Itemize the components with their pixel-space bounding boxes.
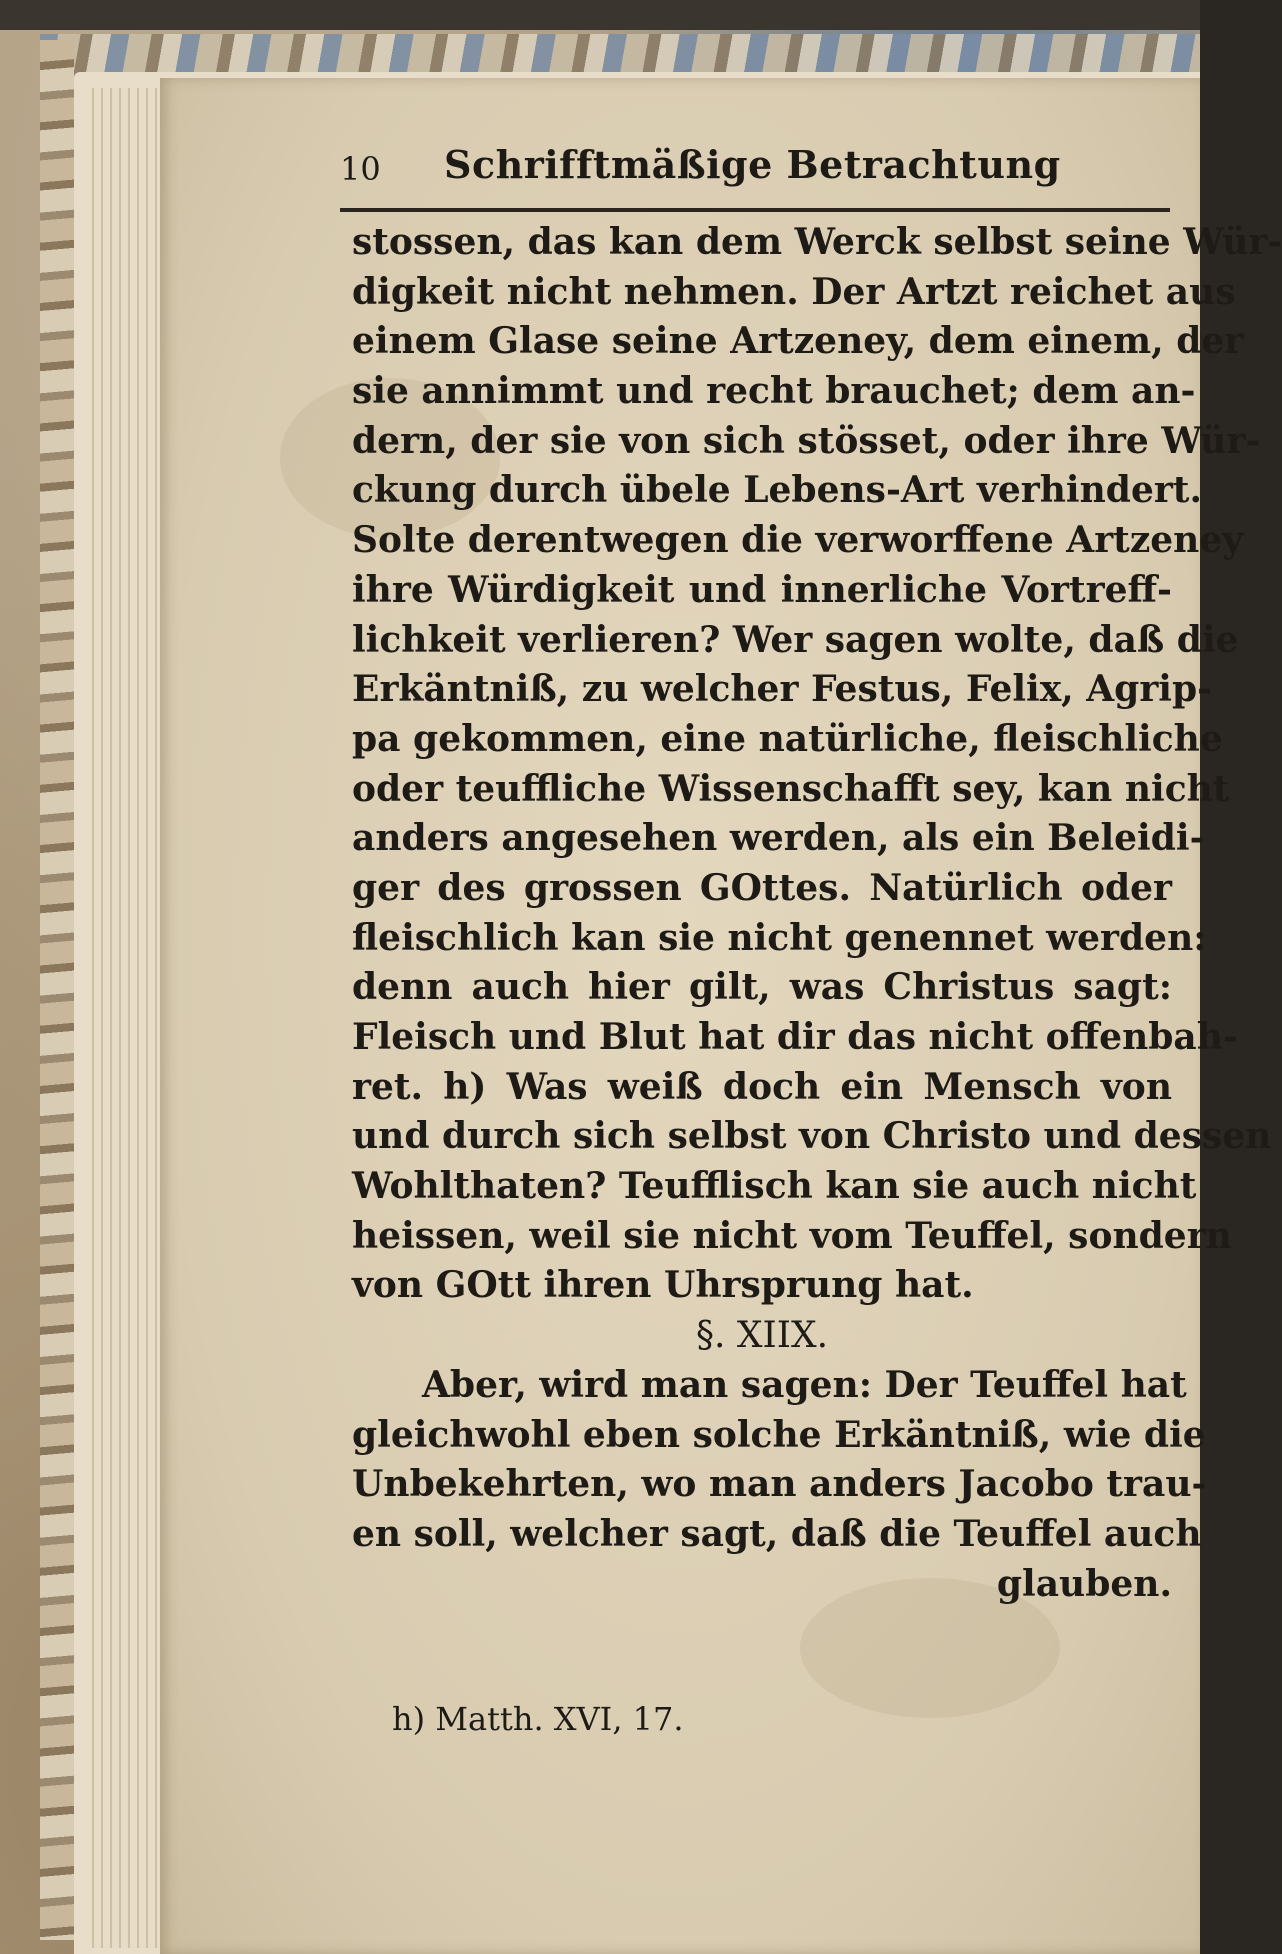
cover-edge-left — [40, 40, 74, 1940]
text-body — [352, 218, 1282, 1609]
page-header — [340, 142, 1170, 202]
text-line: Fleisch und Blut hat dir das nicht offenbah- — [352, 1016, 1238, 1058]
text-line: dern, der sie von sich stösset, oder ihre Wür- — [352, 419, 1261, 462]
text-line: en soll, welcher sagt, daß die Teuffel auch — [352, 1512, 1202, 1555]
text-line: ret. h) Was weiß doch ein Mensch von — [352, 1065, 1172, 1108]
page-number: 10 — [340, 150, 381, 188]
text-line: Unbekehrten, wo man anders Jacobo trau- — [352, 1463, 1207, 1506]
header-rule — [340, 208, 1170, 212]
text-line: Solte derentwegen die verworffene Artzeney — [352, 519, 1244, 562]
text-line: einem Glase seine Artzeney, dem einem, der — [352, 320, 1244, 363]
text-line: oder teuffliche Wissenschafft sey, kan nicht — [352, 767, 1230, 810]
catchword: glauben. — [996, 1562, 1172, 1605]
text-line: lichkeit verlieren? Wer sagen wolte, daß die — [352, 618, 1239, 661]
section-heading: §. XIIX. — [695, 1315, 829, 1357]
text-line: Erkäntniß, zu welcher Festus, Felix, Agrip- — [352, 668, 1213, 711]
text-line: anders angesehen werden, als ein Beleidi- — [352, 817, 1205, 860]
text-line: denn auch hier gilt, was Christus sagt: — [352, 966, 1172, 1009]
text-line: fleischlich kan sie nicht genennet werden: — [352, 916, 1207, 959]
text-line: ihre Würdigkeit und innerliche Vortreff- — [352, 568, 1172, 611]
text-line: pa gekommen, eine natürliche, fleischliche — [352, 717, 1223, 760]
running-title: Schrifftmäßige Betrachtung — [444, 142, 1061, 187]
text-line: ger des grossen GOttes. Natürlich oder — [352, 866, 1172, 909]
text-line: digkeit nicht nehmen. Der Artzt reichet aus — [352, 270, 1236, 313]
text-line: stossen, das kan dem Werck selbst seine Wür- — [352, 221, 1282, 263]
text-line: Aber, wird man sagen: Der Teuffel hat — [422, 1363, 1187, 1406]
text-line: heissen, weil sie nicht vom Teuffel, sondern — [352, 1214, 1232, 1257]
text-line: ckung durch übele Lebens-Art verhindert. — [352, 469, 1202, 512]
footnote: h) Matth. XVI, 17. — [392, 1700, 684, 1738]
text-line: von GOtt ihren Uhrsprung hat. — [352, 1264, 974, 1307]
text-line: und durch sich selbst von Christo und dessen — [352, 1115, 1272, 1158]
text-line: gleichwohl eben solche Erkäntniß, wie die — [352, 1413, 1206, 1456]
text-line: sie annimmt und recht brauchet; dem an- — [352, 370, 1196, 413]
text-line: Wohlthaten? Teufflisch kan sie auch nicht — [352, 1165, 1197, 1208]
